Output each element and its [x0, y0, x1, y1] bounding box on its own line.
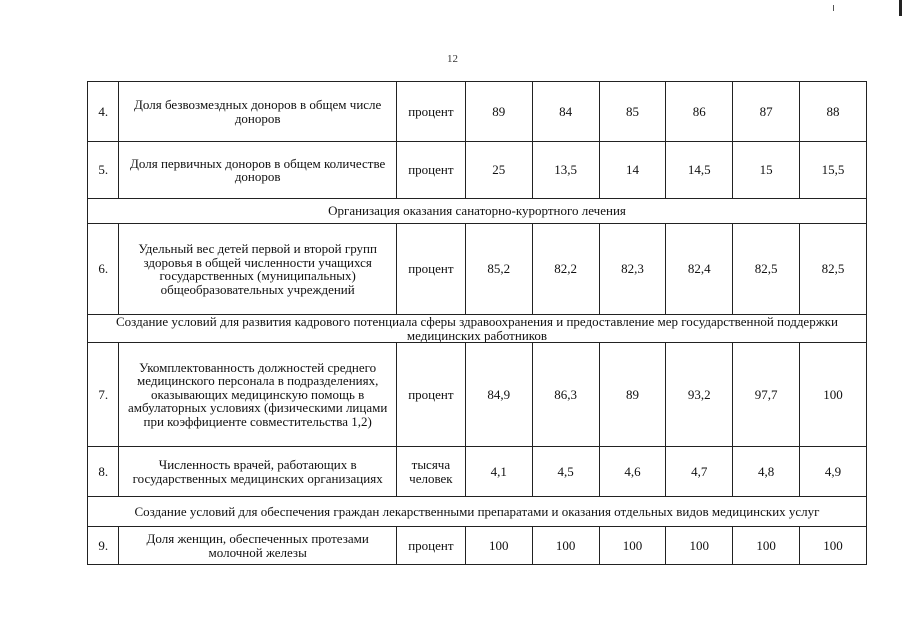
indicator-name: Удельный вес детей первой и второй групп здоровья в общей численности учащихся государственных (муниципальных) общеобразовательных учреждений	[119, 224, 397, 315]
row-number: 7.	[88, 343, 119, 447]
row-number: 5.	[88, 142, 119, 199]
value-cell: 15,5	[800, 142, 867, 199]
value-cell: 14,5	[666, 142, 733, 199]
indicators-table	[87, 81, 867, 565]
value-cell: 100	[733, 527, 800, 565]
value-cell: 4,8	[733, 447, 800, 497]
unit-cell: тысяча человек	[396, 447, 465, 497]
section-row	[88, 497, 867, 527]
value-cell: 82,2	[532, 224, 599, 315]
value-cell: 15	[733, 142, 800, 199]
value-cell: 86,3	[532, 343, 599, 447]
indicator-name: Доля безвозмездных доноров в общем числе доноров	[119, 82, 397, 142]
value-cell: 4,9	[800, 447, 867, 497]
indicator-name: Укомплектованность должностей среднего медицинского персонала в подразделениях, оказывающих медицинскую помощь в амбулаторных условиях (физическими лицами при коэффициенте совместительства 1,2)	[119, 343, 397, 447]
row-number: 9.	[88, 527, 119, 565]
section-row	[88, 315, 867, 343]
value-cell: 87	[733, 82, 800, 142]
table-row	[88, 224, 867, 315]
table-row	[88, 142, 867, 199]
value-cell: 100	[465, 527, 532, 565]
section-title: Организация оказания санаторно-курортного лечения	[88, 199, 867, 224]
value-cell: 4,5	[532, 447, 599, 497]
scan-tick-mark	[833, 5, 834, 11]
table-row	[88, 527, 867, 565]
value-cell: 14	[599, 142, 666, 199]
value-cell: 100	[599, 527, 666, 565]
table-body	[88, 82, 867, 565]
value-cell: 82,5	[733, 224, 800, 315]
unit-cell: процент	[396, 142, 465, 199]
value-cell: 25	[465, 142, 532, 199]
indicator-name: Численность врачей, работающих в государственных медицинских организациях	[119, 447, 397, 497]
table-row	[88, 82, 867, 142]
value-cell: 84,9	[465, 343, 532, 447]
value-cell: 13,5	[532, 142, 599, 199]
page-number: 12	[447, 53, 458, 65]
table-row	[88, 447, 867, 497]
value-cell: 100	[800, 343, 867, 447]
value-cell: 100	[800, 527, 867, 565]
value-cell: 85	[599, 82, 666, 142]
value-cell: 100	[666, 527, 733, 565]
value-cell: 82,5	[800, 224, 867, 315]
value-cell: 85,2	[465, 224, 532, 315]
value-cell: 4,7	[666, 447, 733, 497]
section-row	[88, 199, 867, 224]
unit-cell: процент	[396, 343, 465, 447]
indicator-name: Доля первичных доноров в общем количестве доноров	[119, 142, 397, 199]
unit-cell: процент	[396, 527, 465, 565]
value-cell: 88	[800, 82, 867, 142]
value-cell: 100	[532, 527, 599, 565]
value-cell: 89	[599, 343, 666, 447]
row-number: 4.	[88, 82, 119, 142]
value-cell: 84	[532, 82, 599, 142]
value-cell: 4,1	[465, 447, 532, 497]
value-cell: 4,6	[599, 447, 666, 497]
section-title: Создание условий для развития кадрового потенциала сферы здравоохранения и предоставление мер государственной поддержки медицинских работников	[88, 315, 867, 343]
value-cell: 86	[666, 82, 733, 142]
value-cell: 89	[465, 82, 532, 142]
unit-cell: процент	[396, 82, 465, 142]
value-cell: 82,3	[599, 224, 666, 315]
value-cell: 82,4	[666, 224, 733, 315]
row-number: 6.	[88, 224, 119, 315]
scan-edge-mark	[899, 0, 902, 16]
row-number: 8.	[88, 447, 119, 497]
unit-cell: процент	[396, 224, 465, 315]
table-row	[88, 343, 867, 447]
value-cell: 97,7	[733, 343, 800, 447]
value-cell: 93,2	[666, 343, 733, 447]
indicator-name: Доля женщин, обеспеченных протезами молочной железы	[119, 527, 397, 565]
section-title: Создание условий для обеспечения граждан лекарственными препаратами и оказания отдельных видов медицинских услуг	[88, 497, 867, 527]
